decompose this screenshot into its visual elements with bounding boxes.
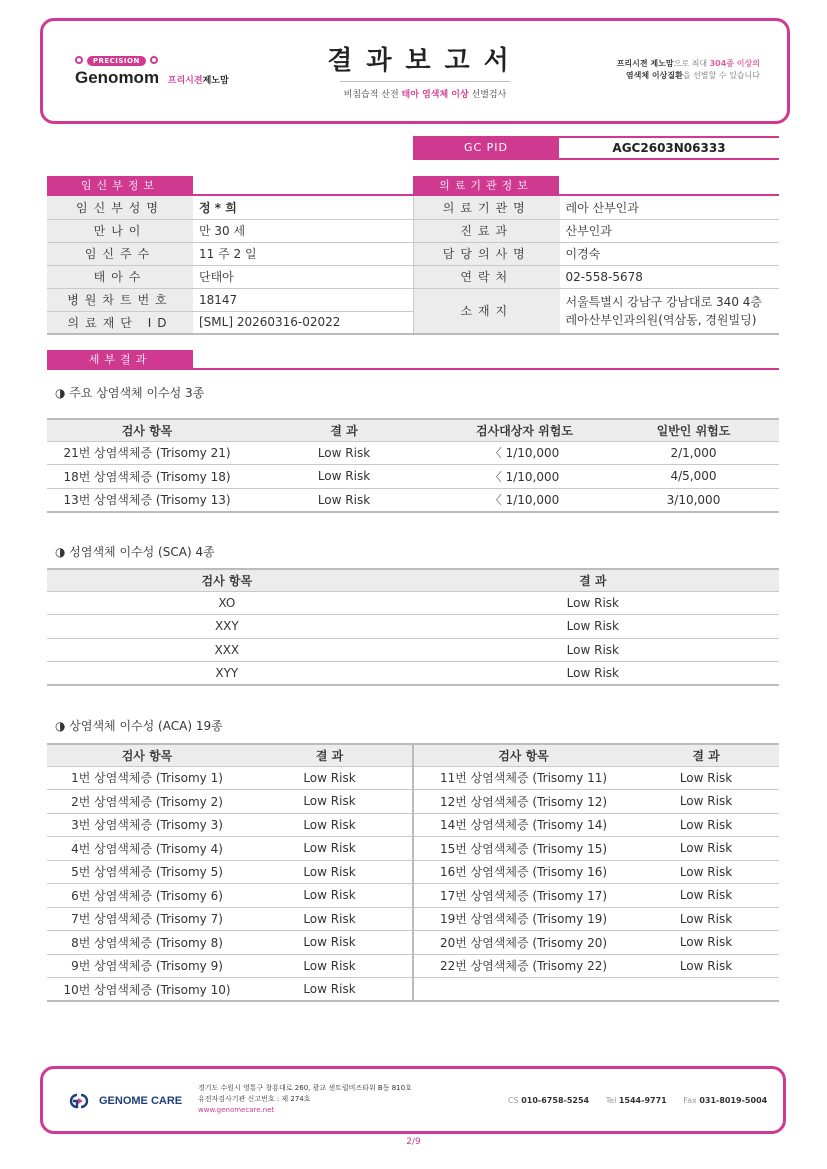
test-item-cell: XXX <box>47 638 407 662</box>
fax-number: 031-8019-5004 <box>699 1096 768 1105</box>
sca-heading: ◑ 성염색체 이수성 (SCA) 4종 <box>55 545 215 559</box>
test-item-cell: 1번 상염색체증 (Trisomy 1) <box>47 766 247 790</box>
clinic-info-row <box>414 196 780 219</box>
genome-care-logo <box>65 1092 182 1110</box>
result-cell: Low Risk <box>633 931 779 955</box>
test-item-cell: 17번 상염색체증 (Trisomy 17) <box>413 884 633 908</box>
table-row <box>47 790 779 814</box>
title-divider <box>340 81 510 82</box>
precision-dot-icon <box>75 56 83 64</box>
clinic-info-row <box>414 288 780 334</box>
report-subtitle: 비침습적 산전 태아 염색체 이상 선별검사 <box>343 90 507 100</box>
clinic-section-header: 의료기관정보 <box>413 176 779 196</box>
patient-field-value: 18147 <box>193 288 413 311</box>
aca-result-table <box>47 743 779 1002</box>
major-heading: ◑ 주요 상염색체 이수성 3종 <box>55 386 205 400</box>
table-row <box>47 638 779 662</box>
test-item-cell: XXY <box>47 615 407 639</box>
patient-field-label: 의료재단 ID <box>47 311 193 334</box>
result-cell: 4/5,000 <box>608 465 779 489</box>
precision-dot-icon <box>150 56 158 64</box>
patient-field-label: 병원차트번호 <box>47 288 193 311</box>
test-item-cell: 13번 상염색체증 (Trisomy 13) <box>47 488 247 512</box>
test-item-cell: 5번 상염색체증 (Trisomy 5) <box>47 860 247 884</box>
result-cell: 〈 1/10,000 <box>441 465 608 489</box>
cs-number: 010-6758-5254 <box>521 1096 590 1105</box>
result-cell: Low Risk <box>407 638 779 662</box>
detail-section-header: 세부결과 <box>47 350 779 370</box>
test-item-cell: 16번 상염색체증 (Trisomy 16) <box>413 860 633 884</box>
tel-number: 1544-9771 <box>618 1096 667 1105</box>
table-row <box>47 884 779 908</box>
report-title: 결과보고서 <box>327 46 523 76</box>
aca-column-header: 결 과 <box>633 744 779 766</box>
test-item-cell: XYY <box>47 662 407 686</box>
patient-field-value: 단태아 <box>193 265 413 288</box>
result-cell: Low Risk <box>407 615 779 639</box>
test-item-cell: 2번 상염색체증 (Trisomy 2) <box>47 790 247 814</box>
table-row <box>47 978 779 1002</box>
major-column-header: 검사 항목 <box>47 419 247 441</box>
website-link[interactable]: www.genomecare.net <box>198 1106 275 1114</box>
clinic-field-value: 서울특별시 강남구 강남대로 340 4층 레아산부인과의원(역삼동, 경원빌딩) <box>560 288 780 334</box>
patient-field-label: 태아수 <box>47 265 193 288</box>
result-cell: Low Risk <box>247 465 441 489</box>
result-cell: Low Risk <box>247 884 413 908</box>
table-row <box>47 931 779 955</box>
clinic-field-label: 진료과 <box>414 219 560 242</box>
result-cell: 3/10,000 <box>608 488 779 512</box>
patient-info-row <box>47 219 413 242</box>
test-item-cell: 7번 상염색체증 (Trisomy 7) <box>47 907 247 931</box>
result-cell: Low Risk <box>247 441 441 465</box>
aca-heading: ◑ 상염색체 이수성 (ACA) 19종 <box>55 719 223 733</box>
address-line: 경기도 수원시 영통구 창룡대로 260, 광교 센트럴비즈타워 B동 810호 <box>198 1084 412 1092</box>
test-item-cell: XO <box>47 591 407 615</box>
test-item-cell: 21번 상염색체증 (Trisomy 21) <box>47 441 247 465</box>
test-item-cell: 12번 상염색체증 (Trisomy 12) <box>413 790 633 814</box>
table-row <box>47 441 779 465</box>
result-cell: Low Risk <box>247 766 413 790</box>
table-row <box>47 813 779 837</box>
brand-ko-1: 프리시젼 <box>167 75 203 85</box>
footer-address <box>198 1083 412 1116</box>
table-row <box>47 907 779 931</box>
test-item-cell: 11번 상염색체증 (Trisomy 11) <box>413 766 633 790</box>
patient-field-label: 임신부성명 <box>47 196 193 219</box>
result-cell: Low Risk <box>633 907 779 931</box>
result-cell: Low Risk <box>247 813 413 837</box>
clinic-info-row <box>414 242 780 265</box>
test-item-cell: 15번 상염색체증 (Trisomy 15) <box>413 837 633 861</box>
clinic-info-row <box>414 265 780 288</box>
result-cell: Low Risk <box>633 813 779 837</box>
major-column-header: 결 과 <box>247 419 441 441</box>
report-title-block <box>310 40 540 100</box>
genome-care-text: GENOME CARE <box>99 1095 183 1107</box>
major-column-header: 검사대상자 위험도 <box>441 419 608 441</box>
test-item-cell: 4번 상염색체증 (Trisomy 4) <box>47 837 247 861</box>
major-column-header: 일반인 위험도 <box>608 419 779 441</box>
aca-column-header: 검사 항목 <box>413 744 633 766</box>
patient-field-value: 11 주 2 일 <box>193 242 413 265</box>
clinic-info-row <box>414 219 780 242</box>
result-cell: 〈 1/10,000 <box>441 441 608 465</box>
table-row <box>47 860 779 884</box>
patient-info-row <box>47 196 413 219</box>
patient-info-row <box>47 242 413 265</box>
clinic-field-value: 02-558-5678 <box>560 265 780 288</box>
result-cell: Low Risk <box>247 860 413 884</box>
result-cell: Low Risk <box>247 837 413 861</box>
patient-section-header: 임신부정보 <box>47 176 413 196</box>
result-cell <box>633 978 779 1002</box>
footer-contacts: CS 010-6758-5254 Tel 1544-9771 Fax 031-8019-5004 <box>508 1096 768 1105</box>
test-item-cell: 3번 상염색체증 (Trisomy 3) <box>47 813 247 837</box>
patient-info-row <box>47 311 413 334</box>
result-cell: Low Risk <box>247 931 413 955</box>
table-row <box>47 591 779 615</box>
result-cell: Low Risk <box>633 860 779 884</box>
major-result-table <box>47 418 779 513</box>
table-row <box>47 662 779 686</box>
table-row <box>47 766 779 790</box>
clinic-field-value: 산부인과 <box>560 219 780 242</box>
clinic-info-table <box>413 196 779 335</box>
precision-badge: PRECISION <box>87 56 146 66</box>
result-cell: 2/1,000 <box>608 441 779 465</box>
result-cell: Low Risk <box>247 488 441 512</box>
test-item-cell: 8번 상염색체증 (Trisomy 8) <box>47 931 247 955</box>
test-item-cell: 22번 상염색체증 (Trisomy 22) <box>413 954 633 978</box>
test-item-cell: 9번 상염색체증 (Trisomy 9) <box>47 954 247 978</box>
patient-info-table <box>47 196 413 335</box>
result-cell: Low Risk <box>633 954 779 978</box>
brand-name: Genomom <box>75 68 160 87</box>
patient-field-value: 만 30 세 <box>193 219 413 242</box>
sca-column-header: 결 과 <box>407 569 779 591</box>
clinic-field-label: 담당의사명 <box>414 242 560 265</box>
result-cell: Low Risk <box>247 978 413 1002</box>
patient-field-value: [SML] 20260316-02022 <box>193 311 413 334</box>
genome-care-icon <box>65 1092 95 1110</box>
table-row <box>47 954 779 978</box>
table-row <box>47 488 779 512</box>
result-cell: Low Risk <box>247 790 413 814</box>
result-cell: Low Risk <box>633 837 779 861</box>
brand-logo <box>75 52 229 88</box>
tagline: 프리시젼 제노맘으로 최대 304종 이상의 염색체 이상질환을 선별할 수 있습니다 <box>616 59 760 80</box>
clinic-field-label: 연락처 <box>414 265 560 288</box>
brand-ko-2: 제노맘 <box>202 75 229 85</box>
test-item-cell <box>413 978 633 1002</box>
aca-column-header: 결 과 <box>247 744 413 766</box>
sca-result-table <box>47 568 779 686</box>
result-cell: Low Risk <box>247 907 413 931</box>
license-line: 유전자검사기관 신고번호 : 제 274호 <box>198 1095 311 1103</box>
clinic-field-label: 소재지 <box>414 288 560 334</box>
result-cell: 〈 1/10,000 <box>441 488 608 512</box>
patient-info-row <box>47 288 413 311</box>
result-cell: Low Risk <box>407 591 779 615</box>
gc-pid-value: AGC2603N06333 <box>612 141 726 155</box>
result-cell: Low Risk <box>247 954 413 978</box>
result-cell: Low Risk <box>633 884 779 908</box>
clinic-field-label: 의료기관명 <box>414 196 560 219</box>
aca-column-header: 검사 항목 <box>47 744 247 766</box>
test-item-cell: 20번 상염색체증 (Trisomy 20) <box>413 931 633 955</box>
test-item-cell: 19번 상염색체증 (Trisomy 19) <box>413 907 633 931</box>
gc-pid-box <box>413 136 779 160</box>
sca-column-header: 검사 항목 <box>47 569 407 591</box>
patient-info-row <box>47 265 413 288</box>
test-item-cell: 18번 상염색체증 (Trisomy 18) <box>47 465 247 489</box>
clinic-field-value: 레아 산부인과 <box>560 196 780 219</box>
patient-field-value: 정 * 희 <box>193 196 413 219</box>
page-number: 2/9 <box>406 1137 421 1147</box>
clinic-field-value: 이경숙 <box>560 242 780 265</box>
test-item-cell: 14번 상염색체증 (Trisomy 14) <box>413 813 633 837</box>
table-row <box>47 465 779 489</box>
result-cell: Low Risk <box>633 766 779 790</box>
result-cell: Low Risk <box>407 662 779 686</box>
test-item-cell: 6번 상염색체증 (Trisomy 6) <box>47 884 247 908</box>
patient-field-label: 임신주수 <box>47 242 193 265</box>
table-row <box>47 615 779 639</box>
patient-field-label: 만나이 <box>47 219 193 242</box>
result-cell: Low Risk <box>633 790 779 814</box>
test-item-cell: 10번 상염색체증 (Trisomy 10) <box>47 978 247 1002</box>
gc-pid-label: GC PID <box>413 138 559 158</box>
table-row <box>47 837 779 861</box>
